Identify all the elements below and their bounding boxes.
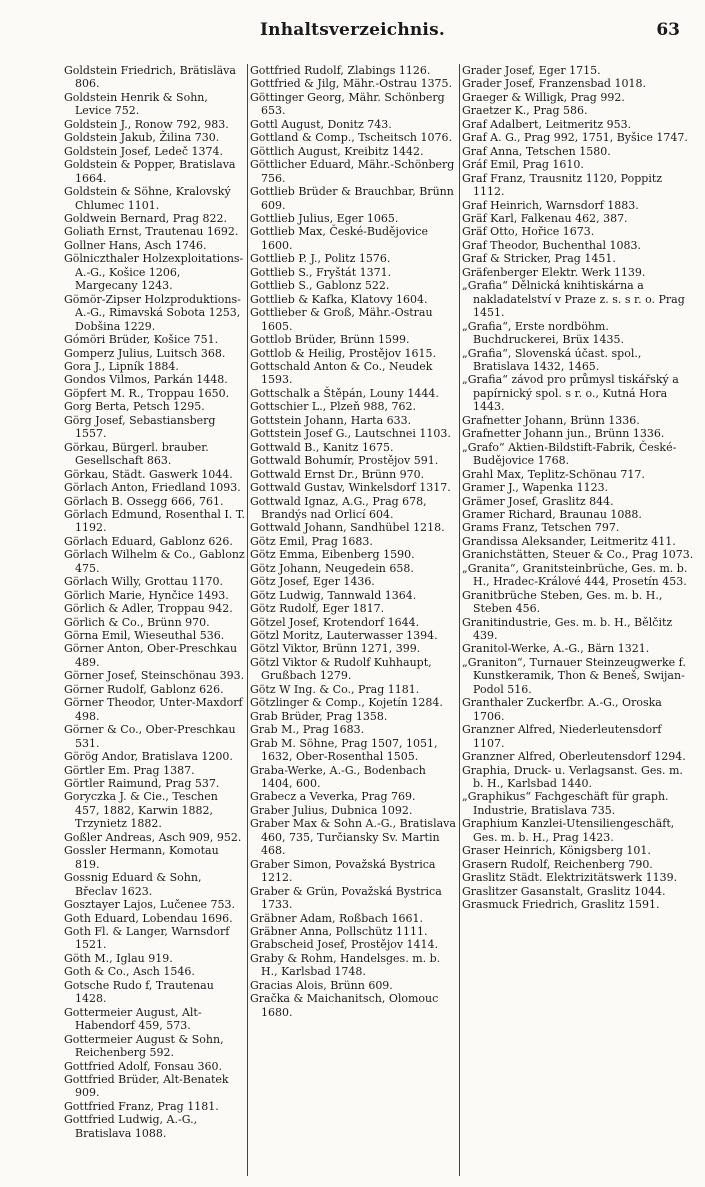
index-entry: Gracias Alois, Brünn 609. (250, 978, 393, 992)
index-entry: Gorg Berta, Petsch 1295. (64, 400, 205, 414)
index-entry: Graphium Kanzlei-Utensiliengeschäft, Ges. m. b. H., Prag 1423. (462, 817, 675, 844)
index-entry: Görtler Em. Prag 1387. (64, 763, 195, 777)
index-entry: Gosztayer Lajos, Lučenee 753. (64, 898, 235, 912)
index-entry: Görner & Co., Ober-Preschkau 531. (64, 723, 236, 750)
index-entry: Görner Josef, Steinschönau 393. (64, 669, 245, 683)
index-entry: Goldwein Bernard, Prag 822. (64, 211, 228, 225)
index-entry: Göttinger Georg, Mähr. Schönberg 653. (250, 90, 445, 118)
index-entry: Gölniczthaler Holzexploitations-A.-G., Košice 1206, Margecany 1243. (64, 252, 244, 293)
index-entry: Görkau, Städt. Gaswerk 1044. (64, 467, 233, 481)
index-entry: Götz Rudolf, Eger 1817. (250, 602, 385, 616)
index-entry: Granzner Alfred, Niederleutensdorf 1107. (462, 723, 662, 750)
index-entry: Gómöri Brüder, Košice 751. (64, 333, 219, 347)
index-entry: Graf Franz, Trausnitz 1120, Poppitz 1112. (462, 171, 663, 199)
index-entry: Grasmuck Friedrich, Graslitz 1591. (462, 898, 660, 912)
index-entry: Goldstein Josef, Ledeč 1374. (64, 144, 224, 158)
index-entry: Görlich Marie, Hynčice 1493. (64, 588, 229, 602)
index-entry: Goth & Co., Asch 1546. (64, 965, 195, 979)
index-entry: Goldstein Jakub, Žilina 730. (64, 131, 220, 145)
index-entry: Götz Johann, Neugedein 658. (250, 561, 414, 575)
index-entry: Graetzer K., Prag 586. (462, 104, 588, 118)
index-entry: „Graphikus“ Fachgeschäft für graph. Industrie, Bratislava 735. (462, 790, 669, 817)
index-entry: Grabscheid Josef, Prostějov 1414. (250, 938, 439, 952)
index-entry: Götz Josef, Eger 1436. (250, 575, 375, 589)
index-entry: Göpfert M. R., Troppau 1650. (64, 386, 230, 400)
index-entry: Gotsche Rudo f, Trautenau 1428. (64, 978, 214, 1006)
index-entry: Görlach Edmund, Rosenthal I. T. 1192. (64, 507, 245, 535)
index-entry: Gottstein Josef G., Lautschnei 1103. (250, 427, 451, 441)
index-entry: Gramer J., Wapenka 1123. (462, 481, 609, 495)
index-entry: Granzner Alfred, Oberleutensdorf 1294. (462, 750, 686, 764)
index-entry: Gottwald Johann, Sandhübel 1218. (250, 521, 445, 535)
index-entry: Grafnetter Johann, Brünn 1336. (462, 413, 640, 427)
index-entry: Göttlicher Eduard, Mähr.-Schönberg 756. (250, 158, 455, 185)
index-entry: Gottland & Comp., Tscheitsch 1076. (250, 131, 452, 145)
index-entry: Goldstein & Popper, Bratislava 1664. (64, 158, 236, 185)
index-entry: Görög Andor, Bratislava 1200. (64, 750, 233, 764)
index-entry: Graf Heinrich, Warnsdorf 1883. (462, 198, 639, 212)
index-entry: Götzl Viktor, Brünn 1271, 399. (250, 642, 421, 656)
index-entry: Görg Josef, Sebastiansberg 1557. (64, 413, 216, 441)
index-entry: Gora J., Lipník 1884. (64, 359, 179, 373)
index-entry: Görtler Raimund, Prag 537. (64, 777, 220, 791)
index-entry: Göth M., Iglau 919. (64, 951, 173, 965)
index-entry: Gottstein Johann, Harta 633. (250, 413, 412, 427)
index-entry: Görner Anton, Ober-Preschkau 489. (64, 642, 238, 669)
index-entry: Granitol-Werke, A.-G., Bärn 1321. (462, 642, 650, 656)
index-entry: Gottfried Adolf, Fonsau 360. (64, 1059, 222, 1073)
index-entry: Goldstein J., Ronow 792, 983. (64, 117, 229, 131)
index-entry: Grabecz a Veverka, Prag 769. (250, 790, 416, 804)
column-divider (247, 64, 248, 1176)
index-entry: Goldstein & Söhne, Kralovský Chlumec 1101. (64, 185, 231, 212)
index-column-2 (250, 64, 457, 1176)
page-header (0, 0, 705, 60)
index-entry: Görlich & Co., Brünn 970. (64, 615, 210, 629)
index-entry: Gräfenberger Elektr. Werk 1139. (462, 265, 646, 279)
index-entry: „Graniton“, Turnauer Steinzeugwerke f. Kunstkeramik, Thon & Beneš, Swijan-Podol 516. (462, 655, 686, 696)
index-entry: Görna Emil, Wieseuthal 536. (64, 629, 225, 643)
index-entry: Göttlich August, Kreibitz 1442. (250, 144, 424, 158)
index-entry: Graphia, Druck- u. Verlagsanst. Ges. m. b. H., Karlsbad 1440. (462, 763, 683, 791)
index-entry: Granitbrüche Steben, Ges. m. b. H., Steben 456. (462, 588, 663, 616)
index-entry: Görner Rudolf, Gablonz 626. (64, 682, 224, 696)
index-entry: Grandissa Aleksander, Leitmeritz 411. (462, 534, 676, 548)
index-column-1 (64, 64, 245, 1176)
index-entry: Gräf Otto, Hořice 1673. (462, 225, 595, 239)
index-column-3 (462, 64, 695, 1176)
index-entry: Graby & Rohm, Handelsges. m. b. H., Karlsbad 1748. (250, 951, 441, 979)
index-entry: Granichstätten, Steuer & Co., Prag 1073. (462, 548, 694, 562)
index-entry: Götz Ludwig, Tannwald 1364. (250, 588, 417, 602)
index-entry: Graser Heinrich, Königsberg 101. (462, 844, 651, 858)
index-entry: Graslitz Städt. Elektrizitätswerk 1139. (462, 871, 678, 885)
index-entry: Gottfried Ludwig, A.-G., Bratislava 1088. (64, 1113, 198, 1140)
index-entry: Grafnetter Johann jun., Brünn 1336. (462, 427, 665, 441)
index-entry: Gottwald Bohumír, Prostějov 591. (250, 454, 439, 468)
index-entry: Graber Max & Sohn A.-G., Bratislava 460, 735, Turčiansky Sv. Martin 468. (250, 817, 456, 858)
page-title: Inhaltsverzeichnis. (260, 20, 445, 40)
index-entry: Gottwald Gustav, Winkelsdorf 1317. (250, 481, 451, 495)
index-entry: Götzlinger & Comp., Kojetín 1284. (250, 696, 443, 710)
index-entry: Grämer Josef, Graslitz 844. (462, 494, 614, 508)
index-entry: Gottfried Rudolf, Zlabings 1126. (250, 64, 431, 77)
index-entry: Gossler Hermann, Komotau 819. (64, 844, 219, 871)
index-entry: Gráf Emil, Prag 1610. (462, 158, 584, 172)
index-entry: Gottlob Brüder, Brünn 1599. (250, 333, 410, 347)
index-entry: Granthaler Zuckerfbr. A.-G., Oroska 1706. (462, 696, 662, 723)
index-entry: Goth Fl. & Langer, Warnsdorf 1521. (64, 925, 230, 952)
index-entry: Goth Eduard, Lobendau 1696. (64, 911, 233, 925)
index-entry: Graslitzer Gasanstalt, Graslitz 1044. (462, 884, 666, 898)
index-entry: Görlich & Adler, Troppau 942. (64, 602, 233, 616)
index-entry: Gräbner Adam, Roßbach 1661. (250, 911, 424, 925)
index-entry: Graf Anna, Tetschen 1580. (462, 144, 611, 158)
index-entry: Graf & Stricker, Prag 1451. (462, 252, 616, 266)
index-entry: Graba-Werke, A.-G., Bodenbach 1404, 600. (250, 763, 426, 791)
index-entry: Grader Josef, Eger 1715. (462, 64, 601, 77)
index-entry: Görner Theodor, Unter-Maxdorf 498. (64, 696, 243, 723)
index-entry: Gottlieb S., Fryštát 1371. (250, 265, 392, 279)
index-entry: Gottlob & Heilig, Prostějov 1615. (250, 346, 437, 360)
index-entry: „Grafia“ závod pro průmysl tiskářský a papírnický spol. s r. o., Kutná Hora 1443. (462, 373, 679, 414)
index-entry: Graber Julius, Dubnica 1092. (250, 803, 413, 817)
index-entry: Granitindustrie, Ges. m. b. H., Bělčitz 439. (462, 615, 673, 643)
index-entry: Gottfried Franz, Prag 1181. (64, 1099, 219, 1113)
index-entry: Gräbner Anna, Pollschütz 1111. (250, 925, 428, 938)
page-number: 63 (656, 20, 680, 40)
index-entry: Görlach Willy, Grottau 1170. (64, 575, 224, 589)
index-entry: Gottlieb Brüder & Brauchbar, Brünn 609. (250, 185, 454, 212)
index-entry: Gömör-Zipser Holzproduktions-A.-G., Rimavská Sobota 1253, Dobšina 1229. (64, 292, 241, 333)
index-entry: Gottlieb Julius, Eger 1065. (250, 211, 399, 225)
index-entry: Gottlieb Max, České-Budějovice 1600. (250, 225, 428, 252)
index-entry: „Grafia“ Dělnická knihtiskárna a nakladatelství v Praze z. s. s r. o. Prag 1451. (462, 279, 685, 320)
index-entry: Gottlieb S., Gablonz 522. (250, 279, 390, 293)
index-entry: Grab Brüder, Prag 1358. (250, 709, 388, 723)
index-entry: Götzl Viktor & Rudolf Kuhhaupt, Grußbach 1279. (250, 655, 432, 683)
index-entry: „Granita“, Granitsteinbrüche, Ges. m. b. H., Hradec-Králové 444, Prosetín 453. (462, 561, 688, 589)
index-entry: Grab M. Söhne, Prag 1507, 1051, 1632, Ober-Rosenthal 1505. (250, 736, 438, 764)
index-entry: Goryczka J. & Cie., Teschen 457, 1882, Karwin 1882, Trzynietz 1882. (64, 790, 218, 831)
index-entry: Graf A. G., Prag 992, 1751, Byšice 1747. (462, 131, 688, 145)
index-entry: Götz Emil, Prag 1683. (250, 534, 373, 548)
index-entry: Grasern Rudolf, Reichenberg 790. (462, 857, 653, 871)
index-entry: Görlach Anton, Friedland 1093. (64, 481, 241, 495)
index-entry: „Grafo“ Aktien-Bildstift-Fabrik, České-Budějovice 1768. (462, 440, 677, 468)
index-entry: Grahl Max, Teplitz-Schönau 717. (462, 467, 645, 481)
index-entry: Grab M., Prag 1683. (250, 723, 365, 737)
index-entry: Gottlieb & Kafka, Klatovy 1604. (250, 292, 428, 306)
index-entry: Gottwald Ignaz, A.G., Prag 678, Brandýs nad Orlicí 604. (250, 494, 427, 521)
index-entry: Gottl August, Donitz 743. (250, 117, 392, 131)
index-entry: Graber & Grün, Považská Bystrica 1733. (250, 884, 442, 912)
index-entry: Götzl Moritz, Lauterwasser 1394. (250, 629, 438, 643)
index-entry: Gramer Richard, Braunau 1088. (462, 507, 642, 521)
index-entry: Gottschalk a Štěpán, Louny 1444. (250, 386, 439, 400)
index-entry: Grams Franz, Tetschen 797. (462, 521, 620, 535)
index-entry: Gottschier L., Plzeň 988, 762. (250, 400, 417, 414)
index-entry: Gomperz Julius, Luitsch 368. (64, 346, 226, 360)
index-entry: Görlach Wilhelm & Co., Gablonz 475. (64, 548, 245, 575)
index-entry: Gottschald Anton & Co., Neudek 1593. (250, 359, 433, 387)
index-entry: Goßler Andreas, Asch 909, 952. (64, 830, 242, 844)
index-entry: Goldstein Henrik & Sohn, Levice 752. (64, 90, 208, 118)
index-entry: Götzel Josef, Krotendorf 1644. (250, 615, 420, 629)
index-entry: Gottermeier August & Sohn, Reichenberg 592. (64, 1032, 224, 1060)
index-entry: Graf Theodor, Buchenthal 1083. (462, 238, 642, 252)
index-entry: Goliath Ernst, Trautenau 1692. (64, 225, 239, 239)
index-entry: Graeger & Willigk, Prag 992. (462, 90, 625, 104)
index-entry: Goldstein Friedrich, Brätisläva 806. (64, 64, 236, 91)
index-entry: Gollner Hans, Asch 1746. (64, 238, 207, 252)
index-entry: Gondos Vilmos, Parkán 1448. (64, 373, 228, 387)
index-entry: „Grafia“, Slovenská účast. spol., Bratislava 1432, 1465. (462, 346, 642, 373)
index-entry: Graber Simon, Považská Bystrica 1212. (250, 857, 436, 885)
index-entry: Görlach Eduard, Gablonz 626. (64, 534, 233, 548)
index-entry: Gossnig Eduard & Sohn, Břeclav 1623. (64, 871, 202, 898)
column-divider (459, 64, 460, 1176)
index-entry: Görkau, Bürgerl. brauber. Gesellschaft 863. (64, 440, 209, 468)
index-entry: Gottwald Ernst Dr., Brünn 970. (250, 467, 425, 481)
index-entry: Götz W Ing. & Co., Prag 1181. (250, 682, 420, 696)
index-entry: Gottfried & Jilg, Mähr.-Ostrau 1375. (250, 77, 453, 91)
index-entry: „Grafia“, Erste nordböhm. Buchdruckerei, Brüx 1435. (462, 319, 625, 347)
index-entry: Gračka & Maichanitsch, Olomouc 1680. (250, 992, 439, 1019)
index-entry: Gottlieb P. J., Politz 1576. (250, 252, 391, 266)
index-entry: Gräf Karl, Falkenau 462, 387. (462, 211, 628, 225)
index-entry: Graf Adalbert, Leitmeritz 953. (462, 117, 632, 131)
index-entry: Gottermeier August, Alt-Habendorf 459, 573. (64, 1005, 202, 1033)
index-entry: Gottfried Brüder, Alt-Benatek 909. (64, 1072, 229, 1100)
index-entry: Görlach B. Ossegg 666, 761. (64, 494, 224, 508)
index-entry: Götz Emma, Eibenberg 1590. (250, 548, 415, 562)
index-entry: Gottlieber & Groß, Mähr.-Ostrau 1605. (250, 306, 433, 333)
index-entry: Grader Josef, Franzensbad 1018. (462, 77, 646, 91)
index-entry: Gottwald B., Kanitz 1675. (250, 440, 394, 454)
